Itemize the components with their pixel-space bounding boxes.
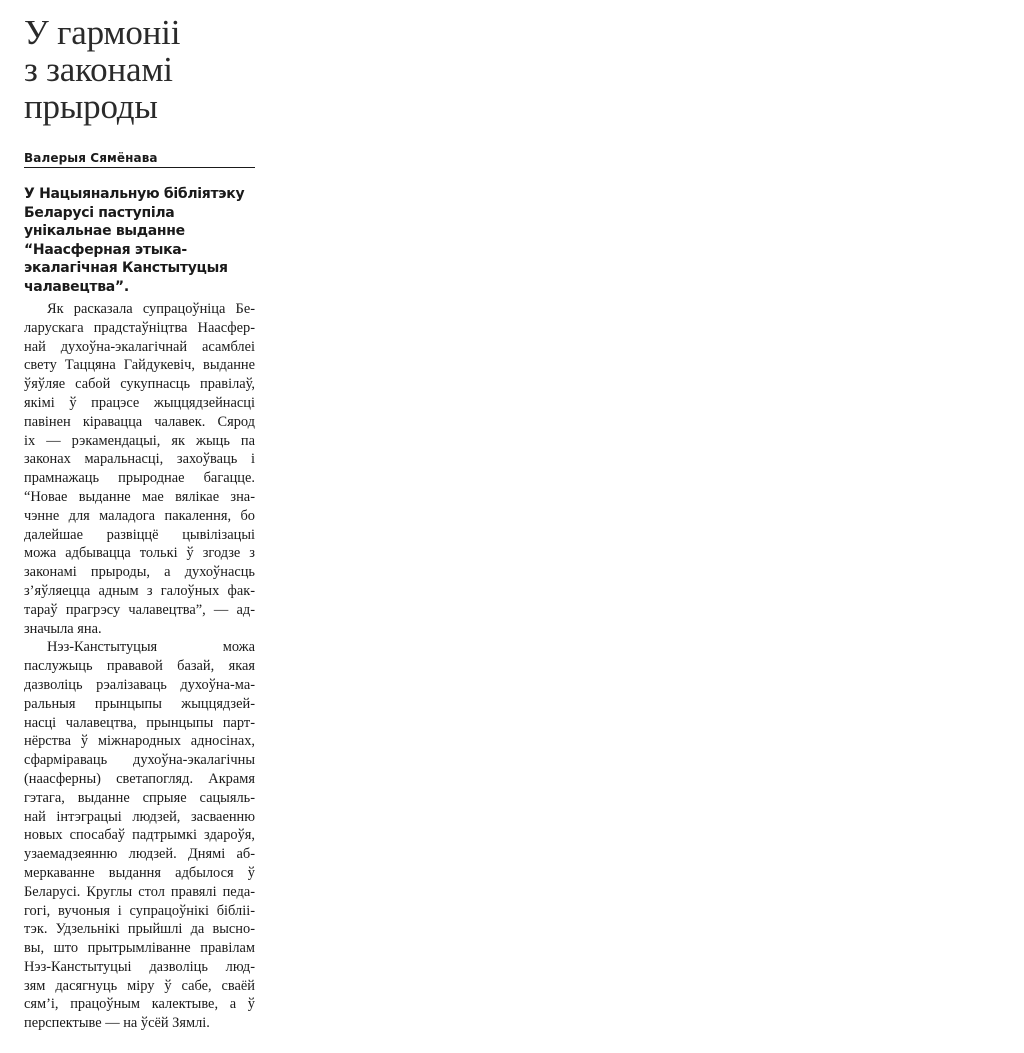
body-line: “Новае выданне мае вялікае зна- xyxy=(24,488,255,505)
body-line: вы, што прытрымліванне правілам xyxy=(24,940,255,957)
body-line: меркаванне выдання адбылося ў xyxy=(24,864,255,881)
body-line: зям дасягнуць міру ў сабе, сваёй xyxy=(24,977,255,994)
lead-line: чалавецтва”. xyxy=(24,278,129,295)
body-paragraph-2 xyxy=(24,638,255,1033)
body-line: законах маральнасці, захоўваць і xyxy=(24,451,255,468)
body-line: сям’і, працоўным калектыве, а ў xyxy=(24,996,255,1013)
headline-line: прыроды xyxy=(24,87,158,126)
body-line: насці чалавецтва, прынцыпы парт- xyxy=(24,714,255,731)
lead-line: унікальнае выданне xyxy=(24,223,185,239)
body-line: якімі ў працэсе жыццядзейнасці xyxy=(24,394,255,411)
body-line: гогі, вучоныя і супрацоўнікі бібліі- xyxy=(24,902,255,919)
headline-line: з законамі xyxy=(24,50,173,89)
body-line: чэнне для маладога пакалення, бо xyxy=(24,507,255,524)
lead-line: экалагічная Канстытуцыя xyxy=(24,260,228,276)
body-line: павінен кіравацца чалавек. Сярод xyxy=(24,413,255,430)
author-byline: Валерыя Сямёнава xyxy=(24,151,255,168)
body-line: перспектыве — на ўсёй Зямлі. xyxy=(24,1015,210,1032)
body-line: прамнажаць прыроднае багацце. xyxy=(24,470,255,487)
body-line: законамі прыроды, а духоўнасць xyxy=(24,564,255,581)
body-line: паслужыць прававой базай, якая xyxy=(24,658,255,675)
body-line: ральныя прынцыпы жыццядзей- xyxy=(24,695,255,712)
lead-line: У Нацыянальную бібліятэку xyxy=(24,186,245,202)
body-line: най духоўна-экалагічнай асамблеі xyxy=(24,338,255,355)
article-lead xyxy=(24,185,255,296)
body-line: ларускага прадстаўніцтва Наасфер- xyxy=(24,319,255,336)
body-line: дазволіць рэалізаваць духоўна-ма- xyxy=(24,676,255,693)
body-line: узаемадзеянню людзей. Днямі аб- xyxy=(24,846,255,863)
body-line: ўяўляе сабой сукупнасць правілаў, xyxy=(24,376,255,393)
body-line: Нэз-Канстытуцыя можа xyxy=(47,639,255,656)
body-line: гэтага, выданне спрыяе сацыяль- xyxy=(24,789,255,806)
body-line: тэк. Удзельнікі прыйшлі да высно- xyxy=(24,921,255,938)
article-headline xyxy=(24,14,255,125)
body-line: (наасферны) светапогляд. Акрамя xyxy=(24,770,255,787)
body-line: свету Таццяна Гайдукевіч, выданне xyxy=(24,357,255,374)
body-line: Нэз-Канстытуцыі дазволіць люд- xyxy=(24,958,255,975)
body-line: Беларусі. Круглы стол правялі педа- xyxy=(24,883,255,900)
body-paragraph-1 xyxy=(24,300,255,638)
body-line: новых спосабаў падтрымкі здароўя, xyxy=(24,827,255,844)
article xyxy=(24,14,255,1033)
body-line: нёрства ў міжнародных адносінах, xyxy=(24,733,255,750)
body-line: сфарміраваць духоўна-экалагічны xyxy=(24,752,255,769)
body-line: далейшае развіццё цывілізацыі xyxy=(24,526,255,543)
body-line: Як расказала супрацоўніца Бе- xyxy=(47,301,255,317)
lead-line: “Наасферная этыка- xyxy=(24,241,187,258)
body-line: значыла яна. xyxy=(24,620,102,637)
lead-line: Беларусі паступіла xyxy=(24,204,175,221)
body-line: най інтэграцыі людзей, засваенню xyxy=(24,808,255,825)
body-line: тараў прагрэсу чалавецтва”, — ад- xyxy=(24,601,255,618)
body-line: з’яўляецца адным з галоўных фак- xyxy=(24,582,255,599)
body-line: іх — рэкамендацыі, як жыць па xyxy=(24,432,255,449)
headline-line: У гармоніі xyxy=(24,13,181,52)
article-body xyxy=(24,300,255,1033)
body-line: можа адбывацца толькі ў згодзе з xyxy=(24,545,255,562)
